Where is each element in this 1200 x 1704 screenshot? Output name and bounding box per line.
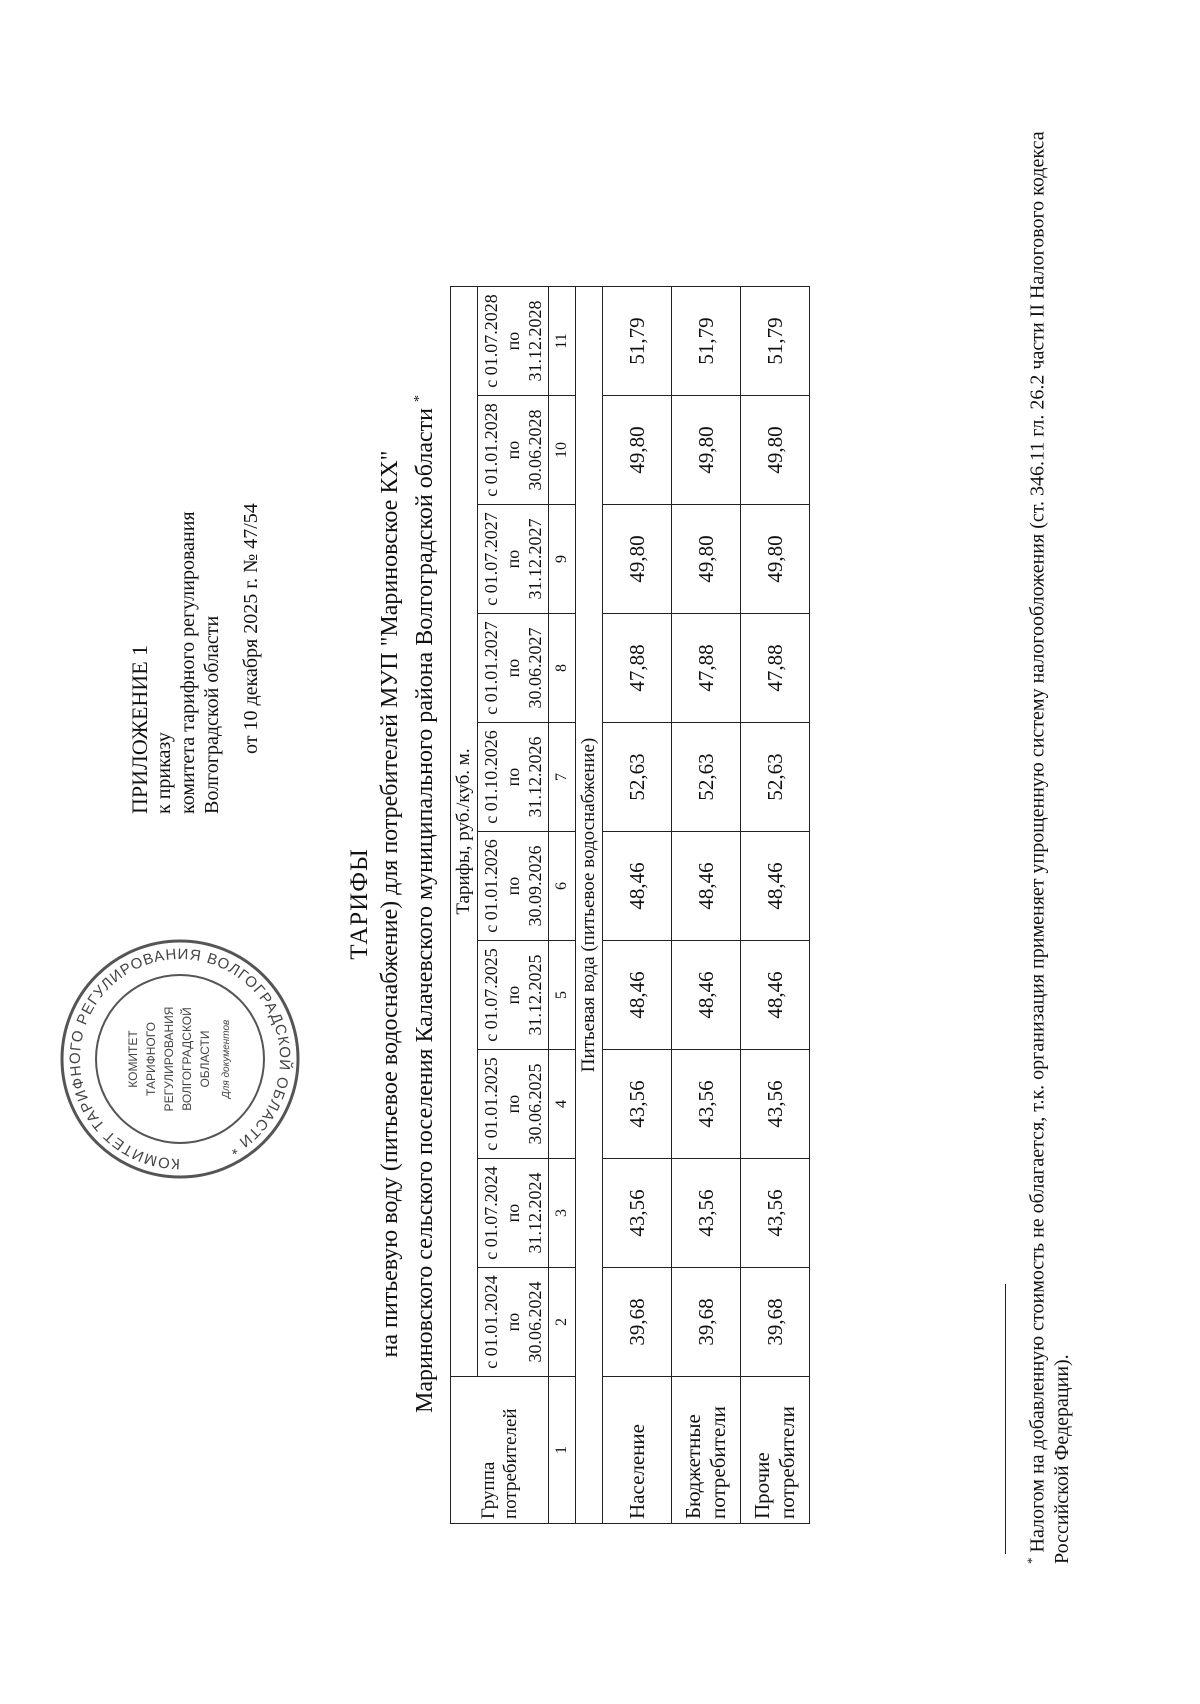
column-number: 9	[549, 505, 576, 614]
tariff-value-cell: 43,56	[672, 1050, 741, 1159]
period-cell	[478, 832, 549, 941]
tariff-value-cell: 49,80	[603, 505, 672, 614]
period-to: по 30.06.2025	[503, 1063, 545, 1145]
period-from: с 01.07.2025	[481, 948, 501, 1042]
tariff-value-cell: 49,80	[741, 505, 810, 614]
document-subtitle-1: на питьевую воду (питьевое водоснабжение) для потребителей МУП "Мариновское КХ"	[377, 450, 403, 1358]
appendix-region: Волгоградской области	[201, 615, 223, 814]
group-name-cell: Бюджетные потребители	[672, 1377, 741, 1524]
title-block	[345, 264, 440, 1544]
tariff-value-cell: 47,88	[741, 614, 810, 723]
column-number: 6	[549, 832, 576, 941]
tariff-value-cell: 51,79	[672, 287, 741, 396]
period-to: по 30.09.2026	[503, 845, 545, 927]
tariff-value-cell: 48,46	[603, 832, 672, 941]
tariff-value-cell: 49,80	[672, 505, 741, 614]
period-cell	[478, 1268, 549, 1377]
tariff-value-cell: 52,63	[741, 723, 810, 832]
tariff-value-cell: 48,46	[603, 941, 672, 1050]
period-from: с 01.10.2026	[481, 730, 501, 824]
period-to: по 31.12.2026	[503, 736, 545, 818]
document-subtitle-2	[405, 264, 440, 1544]
tariff-value-cell: 39,68	[672, 1268, 741, 1377]
column-number: 11	[549, 287, 576, 396]
tariff-value-cell: 48,46	[741, 832, 810, 941]
tariff-table	[450, 286, 810, 1524]
column-number: 5	[549, 941, 576, 1050]
tariff-value-cell: 43,56	[603, 1050, 672, 1159]
document-title: ТАРИФЫ	[346, 848, 373, 960]
subtitle-2-text: Мариновского сельского поселения Калачевского муниципального района Волгоградской области	[412, 408, 438, 1413]
footnote-divider	[1005, 1284, 1006, 1554]
period-cell	[478, 287, 549, 396]
period-cell	[478, 723, 549, 832]
tariffs-header-cell: Тарифы, руб./куб. м.	[451, 287, 478, 1377]
tariff-value-cell: 43,56	[741, 1159, 810, 1268]
period-to: по 31.12.2024	[503, 1172, 545, 1254]
period-row	[478, 287, 549, 1524]
column-number: 3	[549, 1159, 576, 1268]
svg-text:РЕГУЛИРОВАНИЯ: РЕГУЛИРОВАНИЯ	[162, 1006, 176, 1112]
tariff-value-cell: 48,46	[672, 832, 741, 941]
svg-text:ВОЛГОГРАДСКОЙ: ВОЛГОГРАДСКОЙ	[180, 1007, 194, 1111]
tariff-value-cell: 51,79	[741, 287, 810, 396]
footnote	[1020, 64, 1074, 1564]
period-to: по 31.12.2027	[503, 518, 545, 600]
svg-text:Для документов: Для документов	[221, 1019, 232, 1099]
period-from: с 01.01.2025	[481, 1057, 501, 1151]
tariff-value-cell: 47,88	[603, 614, 672, 723]
period-from: с 01.01.2028	[481, 403, 501, 497]
appendix-order-ref: к приказу	[153, 732, 175, 814]
period-to: по 31.12.2028	[503, 300, 545, 382]
column-number: 7	[549, 723, 576, 832]
tariff-value-cell: 49,80	[672, 396, 741, 505]
tariff-value-cell: 49,80	[741, 396, 810, 505]
tariff-value-cell: 52,63	[603, 723, 672, 832]
period-to: по 31.12.2025	[503, 954, 545, 1036]
appendix-committee: комитета тарифного регулирования	[177, 511, 199, 814]
tariff-value-cell: 51,79	[603, 287, 672, 396]
period-from: с 01.07.2028	[481, 294, 501, 388]
column-number: 4	[549, 1050, 576, 1159]
period-cell	[478, 505, 549, 614]
official-stamp	[55, 934, 305, 1184]
subtitle-asterisk: *	[412, 395, 427, 402]
column-number-row	[549, 287, 576, 1524]
group-header-cell: Группа потребителей	[451, 1377, 549, 1524]
period-to: по 30.06.2028	[503, 409, 545, 491]
tariff-value-cell: 52,63	[672, 723, 741, 832]
svg-text:ТАРИФНОГО: ТАРИФНОГО	[144, 1022, 158, 1096]
column-number: 10	[549, 396, 576, 505]
period-from: с 01.07.2027	[481, 512, 501, 606]
tariff-value-cell: 39,68	[603, 1268, 672, 1377]
column-number: 8	[549, 614, 576, 723]
footnote-text: Налогом на добавленную стоимость не облагается, т.к. организация применяет упрощенную систему налогообложения (ст. 346.11 гл. 26.2 части II Налогового кодекса Российской Федерации).	[1026, 131, 1073, 1564]
tariff-value-cell: 39,68	[741, 1268, 810, 1377]
column-number: 1	[549, 1377, 576, 1524]
tariff-value-cell: 43,56	[741, 1050, 810, 1159]
period-from: с 01.01.2026	[481, 839, 501, 933]
group-name-cell: Население	[603, 1377, 672, 1524]
tariff-value-cell: 48,46	[741, 941, 810, 1050]
tariff-value-cell: 43,56	[603, 1159, 672, 1268]
period-to: по 30.06.2027	[503, 627, 545, 709]
header-row	[451, 287, 478, 1524]
period-from: с 01.01.2024	[481, 1275, 501, 1369]
appendix-title: ПРИЛОЖЕНИЕ 1	[127, 644, 152, 814]
column-number: 2	[549, 1268, 576, 1377]
tariff-value-cell: 47,88	[672, 614, 741, 723]
period-cell	[478, 1159, 549, 1268]
period-cell	[478, 1050, 549, 1159]
period-to: по 30.06.2024	[503, 1281, 545, 1363]
section-cell: Питьевая вода (питьевое водоснабжение)	[576, 287, 603, 1524]
section-row	[576, 287, 603, 1524]
appendix-header	[128, 511, 224, 814]
table-row	[672, 287, 741, 1524]
table-row	[741, 287, 810, 1524]
period-cell	[478, 396, 549, 505]
period-cell	[478, 614, 549, 723]
svg-text:ОБЛАСТИ: ОБЛАСТИ	[198, 1030, 212, 1088]
tariff-value-cell: 48,46	[672, 941, 741, 1050]
table-row	[603, 287, 672, 1524]
tariff-value-cell: 43,56	[672, 1159, 741, 1268]
order-date: от 10 декабря 2025 г. № 47/54	[240, 503, 262, 754]
period-from: с 01.07.2024	[481, 1166, 501, 1260]
svg-text:КОМИТЕТ: КОМИТЕТ	[126, 1030, 140, 1088]
period-from: с 01.01.2027	[481, 621, 501, 715]
group-name-cell: Прочие потребители	[741, 1377, 810, 1524]
footnote-mark: *	[1024, 1557, 1039, 1564]
tariff-value-cell: 49,80	[603, 396, 672, 505]
svg-text:КОМИТЕТ ТАРИФНОГО РЕГУЛИРОВАНИ: КОМИТЕТ ТАРИФНОГО РЕГУЛИРОВАНИЯ ВОЛГОГРАДСКОЙ ОБЛАСТИ *	[66, 945, 294, 1173]
period-cell	[478, 941, 549, 1050]
